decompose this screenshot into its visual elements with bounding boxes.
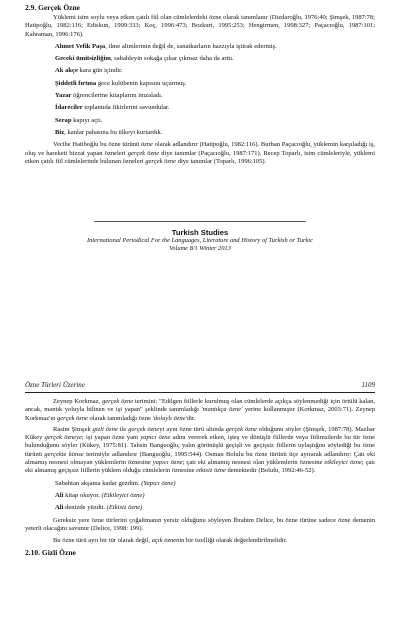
page-number: 1109	[361, 381, 375, 389]
example-line: Şiddetli fırtına gece kulübenin kapısını uçurmuş.	[55, 79, 187, 87]
evaluation-paragraph: Bu özne türü ayrı bir tür olarak değil, açık öznenin bir özelliği olarak değerlendirilmelidir.	[53, 537, 288, 545]
simsek-paragraph: Rasim Şimşek gizli özne ile gerçek özneyi aynı özne türü altında gerçek özne olduğunu söyler (Şimşek, 1987:78). Mazhar Kükey gerçek özneye; işi yapan özne yani yapıcı özne adını vererek etken, işteş ve dönüşlü fiillerde veya fiilimsilerde bu tür özne bulunduğunu söyler (Kükey, 1975:81). Tahsin Banguoğlu, yalın görünüşlü geçişli ve geçişsiz fiillerin uylaştığını söylediği bu özne türünü gerçekte kimse terimiyle adlandırır (Banguoğlu, 1995:544). Osman Bolulu bu özne türünü üçe ayırarak adlandırır: Çatı eki almamış nesnesi olmayan yüklemlerin öznesine yapıcı özne; çatı eki almamış nesnesi olan yüklemlerin öznesine etkileyici özne; çatı eki almamış geçişsiz fiillerin yüklem olduğu cümlelerin öznesine etkisiz özne demektedir (Bolulu, 1992:46-52).	[25, 425, 376, 475]
running-header	[25, 381, 375, 391]
page-gap	[0, 312, 400, 372]
korkmaz-paragraph: Zeynep Korkmaz, gerçek özne terimini: "Edilgen fiillerle kurulmuş olan cümlelerde açıkça söylenmediği için örtülü kalan, ancak, mantık yoluyla bilinen ve işi yapan" şeklinde tanımladığı 'mantıkça özne' yerine kullanmıştır (Korkmaz, 2003:71). Zeynep Korkmaz'ın gerçek özne olarak tanımladığı özne 'dolaylı özne'dir.	[25, 398, 375, 422]
example-line: Biz, kanlar pahasına bu ülkeyi kurtardık.	[55, 128, 163, 136]
example-line: Yazar öğrencilerine kitaplarını imzaladı.	[55, 92, 163, 100]
example-line: Ali denizde yüzdü. (Etkisiz özne)	[55, 504, 143, 512]
footer-rule	[94, 221, 306, 222]
journal-title: Turkish Studies	[171, 228, 229, 237]
journal-volume: Volume 8/1 Winter 2013	[169, 244, 231, 252]
journal-subtitle	[0, 237, 400, 252]
section-heading: 2.9. Gerçek Özne	[25, 3, 80, 12]
example-line: İdareciler toplantıda fikirlerini savundular.	[55, 104, 170, 112]
example-line: Sabahtan akşama kadar gezdim. (Yapıcı özne)	[55, 479, 176, 487]
example-line: Geceki ümitsizliğim, sabahleyin sokağa çıkar çıkmaz daha da arttı.	[55, 55, 234, 63]
examples-list	[25, 43, 375, 137]
example-line: Ali kitap okuyor. (Etkileyici özne)	[55, 491, 145, 499]
example-line: Ak akçe kara gün içindir.	[55, 67, 123, 75]
intro-paragraph: Yüklemi isim soylu veya etken çatılı fiil olan cümlelerdeki özne olarak tanımlanır (Dizdaroğlu, 1976:40; Şimşek, 1987:78; Hatipoğlu, 1982:116; Ediskun, 1999:333; Koç, 1996:473; Bozkurt, 1995:253; Hengirmen, 1998:327; Paçacıoğlu, 1987:101; Kahraman, 1996:176).	[25, 14, 375, 38]
page-upper-content	[25, 3, 375, 166]
page-lower-content	[25, 398, 375, 557]
delice-paragraph: Gereksiz yere özne türlerini çoğaltmanın yersiz olduğunu söyleyen İbrahim Delice, bu özne türüne sadece özne demenin yeterli olacağını savunur (Delice, 1998: 199).	[25, 516, 375, 532]
running-title: Özne Türleri Üzerine	[25, 381, 85, 389]
closing-paragraph: Vecihe Hatiboğlu bu özne türünü özne olarak adlandırır (Hatipoğlu, 1982:116). Burhan Paçacıoğlu, yüklemin karşıladığı iş, oluş ve hareketi bizzat yapan özneleri gerçek özne diye tanımlar (Paçacıoğlu, 1987:171). Recep Toparlı, isim cümleleriyle, yüklemi etken çatılı fiil cümlelerinde bulunan özneleri gerçek özne diye tanımlar (Toparlı, 1996:105).	[25, 141, 375, 165]
example-line: Ahmet Vefik Paşa, ilme alimlerinin değil de, sanatkarların hazzıyla iştirak edermiş.	[55, 42, 277, 50]
page-lower	[0, 372, 400, 621]
example-line: Serap kapıyı açtı.	[55, 116, 103, 124]
section-heading-2: 2.10. Gizli Özne	[25, 548, 76, 558]
header-rule	[25, 392, 375, 393]
journal-description: International Periodical For the Languages, Literature and History of Turkish or Turkic	[87, 237, 313, 244]
